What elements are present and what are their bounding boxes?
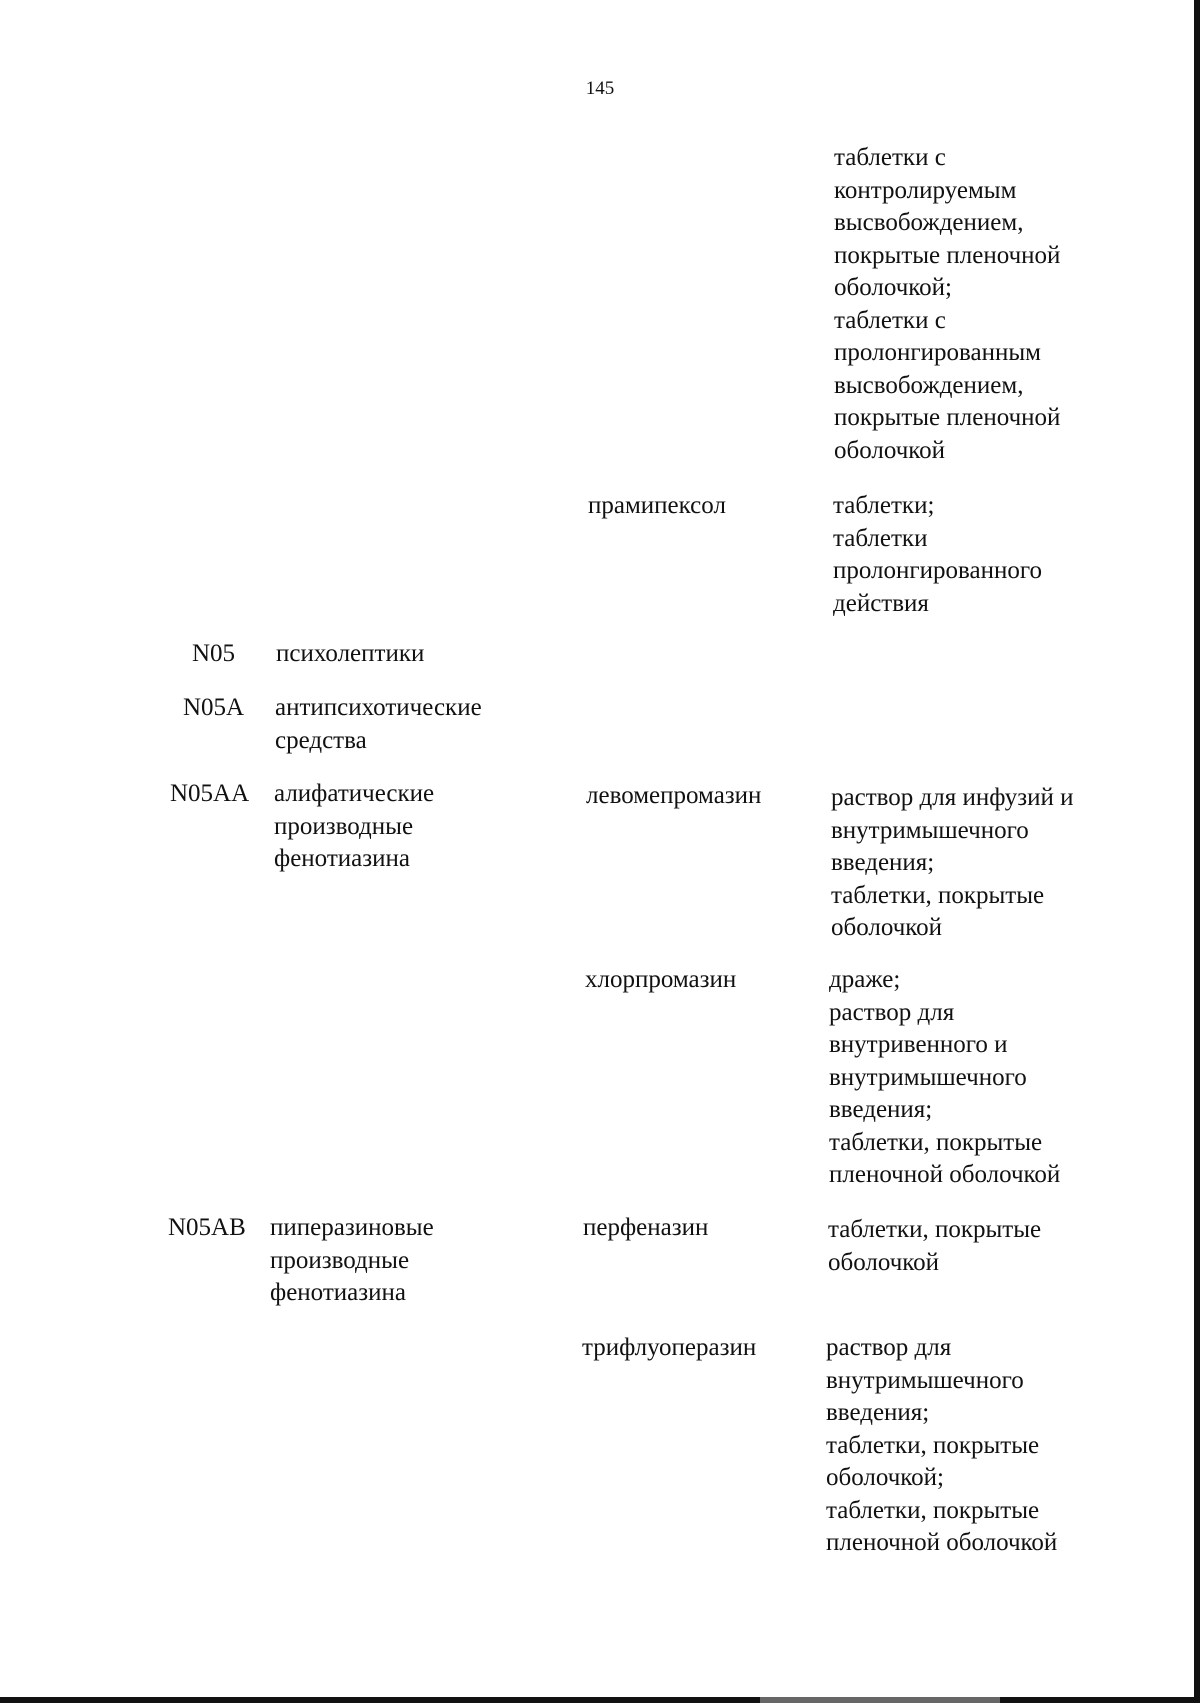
atc-code: N05A xyxy=(183,694,245,721)
scan-right-edge xyxy=(1194,0,1200,1703)
drug-name: прамипексол xyxy=(588,492,726,519)
drug-name: хлорпромазин xyxy=(585,966,737,993)
atc-code: N05AA xyxy=(170,780,250,807)
atc-group-name: психолептики xyxy=(276,640,425,667)
atc-code: N05 xyxy=(192,640,236,667)
drug-name: трифлуоперазин xyxy=(582,1334,757,1361)
drug-name: левомепромазин xyxy=(586,782,762,809)
drug-name: перфеназин xyxy=(583,1214,709,1241)
atc-group-name: пиперазиновые производные фенотиазина xyxy=(270,1214,434,1306)
dosage-form: таблетки; таблетки пролонгированного действия xyxy=(833,492,1042,617)
dosage-form: таблетки с контролируемым высвобождением, покрытые пленочной оболочкой; таблетки с пролонгированным высвобождением, покрытые пленочной оболочкой xyxy=(834,144,1061,464)
dosage-form: драже; раствор для внутривенного и внутримышечного введения; таблетки, покрытые пленочной оболочкой xyxy=(829,966,1061,1188)
scan-bottom-edge-fade xyxy=(760,1697,1000,1703)
page-number: 145 xyxy=(585,78,615,99)
scan-bottom-edge xyxy=(0,1697,1200,1703)
atc-code: N05AB xyxy=(168,1214,246,1241)
dosage-form: раствор для внутримышечного введения; таблетки, покрытые оболочкой; таблетки, покрытые пленочной оболочкой xyxy=(826,1334,1058,1556)
atc-group-name: антипсихотические средства xyxy=(275,694,482,754)
dosage-form: раствор для инфузий и внутримышечного введения; таблетки, покрытые оболочкой xyxy=(831,784,1074,941)
dosage-form: таблетки, покрытые оболочкой xyxy=(828,1216,1042,1276)
atc-group-name: алифатические производные фенотиазина xyxy=(274,780,435,872)
